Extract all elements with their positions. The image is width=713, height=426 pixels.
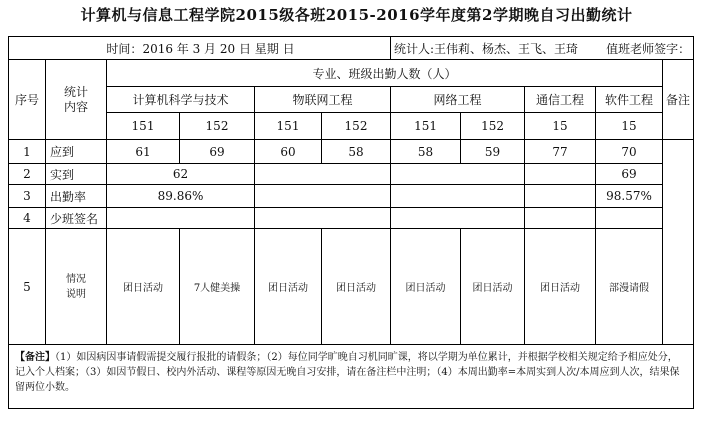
row-label: 实到 (46, 164, 107, 185)
major-network: 网络工程 (391, 87, 525, 113)
info-row (9, 37, 694, 60)
value-cell (391, 164, 525, 185)
class-cell: 152 (180, 113, 255, 140)
value-cell (255, 185, 391, 208)
note-text: （1）如因病因事请假需提交履行报批的请假条；（2）每位同学旷晚自习机同旷课，将以学期为单位累计，并根据学校相关规定给予相应处分，记入个人档案；（3）如因节假日、校内外活动、课程等原因无晚自习安排，请在备注栏中注明；（4）本周出勤率=本周实到人次/本周应到人次，结果保留两位小数。 (15, 352, 680, 393)
value-cell (525, 164, 596, 185)
attendance-table (8, 36, 694, 409)
value-cell: 团日活动 (107, 229, 180, 345)
value-cell: 团日活动 (322, 229, 391, 345)
row-number: 1 (9, 140, 46, 164)
major-software: 软件工程 (596, 87, 663, 113)
row-label (46, 229, 107, 345)
table-row-actual (9, 164, 694, 185)
value-cell: 58 (391, 140, 461, 164)
major-telecom: 通信工程 (525, 87, 596, 113)
value-cell: 61 (107, 140, 180, 164)
table-row-expected (9, 140, 694, 164)
row-number: 2 (9, 164, 46, 185)
time-label: 时间： (106, 41, 143, 56)
value-cell (391, 208, 525, 229)
row-number: 3 (9, 185, 46, 208)
stats-people: 王伟莉、杨杰、王飞、王琦 (434, 41, 579, 56)
value-cell: 团日活动 (255, 229, 322, 345)
row-label: 应到 (46, 140, 107, 164)
value-cell: 69 (180, 140, 255, 164)
value-cell: 62 (107, 164, 255, 185)
stat-header-line1: 统计 (63, 84, 88, 99)
group-header: 专业、班级出勤人数（人） (107, 60, 663, 87)
value-cell: 58 (322, 140, 391, 164)
major-iot: 物联网工程 (255, 87, 391, 113)
value-cell (596, 208, 663, 229)
value-cell: 团日活动 (525, 229, 596, 345)
note-row (9, 345, 694, 409)
row-label: 少班签名 (46, 208, 107, 229)
row-number: 5 (9, 229, 46, 345)
stat-content-header (46, 60, 107, 140)
value-cell (391, 185, 525, 208)
value-cell (107, 208, 255, 229)
value-cell: 69 (596, 164, 663, 185)
table-row-notes (9, 229, 694, 345)
value-cell: 77 (525, 140, 596, 164)
header-row-majors (9, 87, 694, 113)
stats-label: 统计人: (394, 41, 435, 56)
value-cell: 89.86% (107, 185, 255, 208)
note-label: 【备注】 (15, 352, 55, 363)
class-cell: 152 (461, 113, 525, 140)
teacher-sign-label: 值班老师签字： (606, 41, 691, 56)
class-cell: 152 (322, 113, 391, 140)
header-row-classes (9, 113, 694, 140)
remark-header: 备注 (663, 60, 694, 140)
stat-header-line2: 内容 (63, 99, 88, 114)
class-cell: 151 (255, 113, 322, 140)
value-cell (255, 164, 391, 185)
value-cell: 70 (596, 140, 663, 164)
value-cell (525, 208, 596, 229)
row-label-line1: 情况 (66, 273, 86, 285)
header-row-group (9, 60, 694, 87)
value-cell: 59 (461, 140, 525, 164)
class-cell: 151 (391, 113, 461, 140)
value-cell: 98.57% (596, 185, 663, 208)
stats-cell (391, 37, 694, 60)
table-row-signature (9, 208, 694, 229)
major-cs: 计算机科学与技术 (107, 87, 255, 113)
time-value: 2016 年 3 月 20 日 星期 日 (142, 41, 295, 56)
note-cell (9, 345, 694, 409)
row-label-line2: 说明 (66, 288, 86, 300)
value-cell: 60 (255, 140, 322, 164)
value-cell (525, 185, 596, 208)
page-title: 计算机与信息工程学院2015级各班2015-2016学年度第2学期晚自习出勤统计 (80, 6, 633, 24)
class-cell: 15 (525, 113, 596, 140)
value-cell: 团日活动 (391, 229, 461, 345)
seq-header: 序号 (9, 60, 46, 140)
row-number: 4 (9, 208, 46, 229)
class-cell: 15 (596, 113, 663, 140)
value-cell: 7人健美操 (180, 229, 255, 345)
value-cell (255, 208, 391, 229)
row-label: 出勤率 (46, 185, 107, 208)
class-cell: 151 (107, 113, 180, 140)
time-cell (9, 37, 391, 60)
value-cell: 部漫请假 (596, 229, 663, 345)
remark-cell (663, 140, 694, 345)
value-cell: 团日活动 (461, 229, 525, 345)
table-row-rate (9, 185, 694, 208)
